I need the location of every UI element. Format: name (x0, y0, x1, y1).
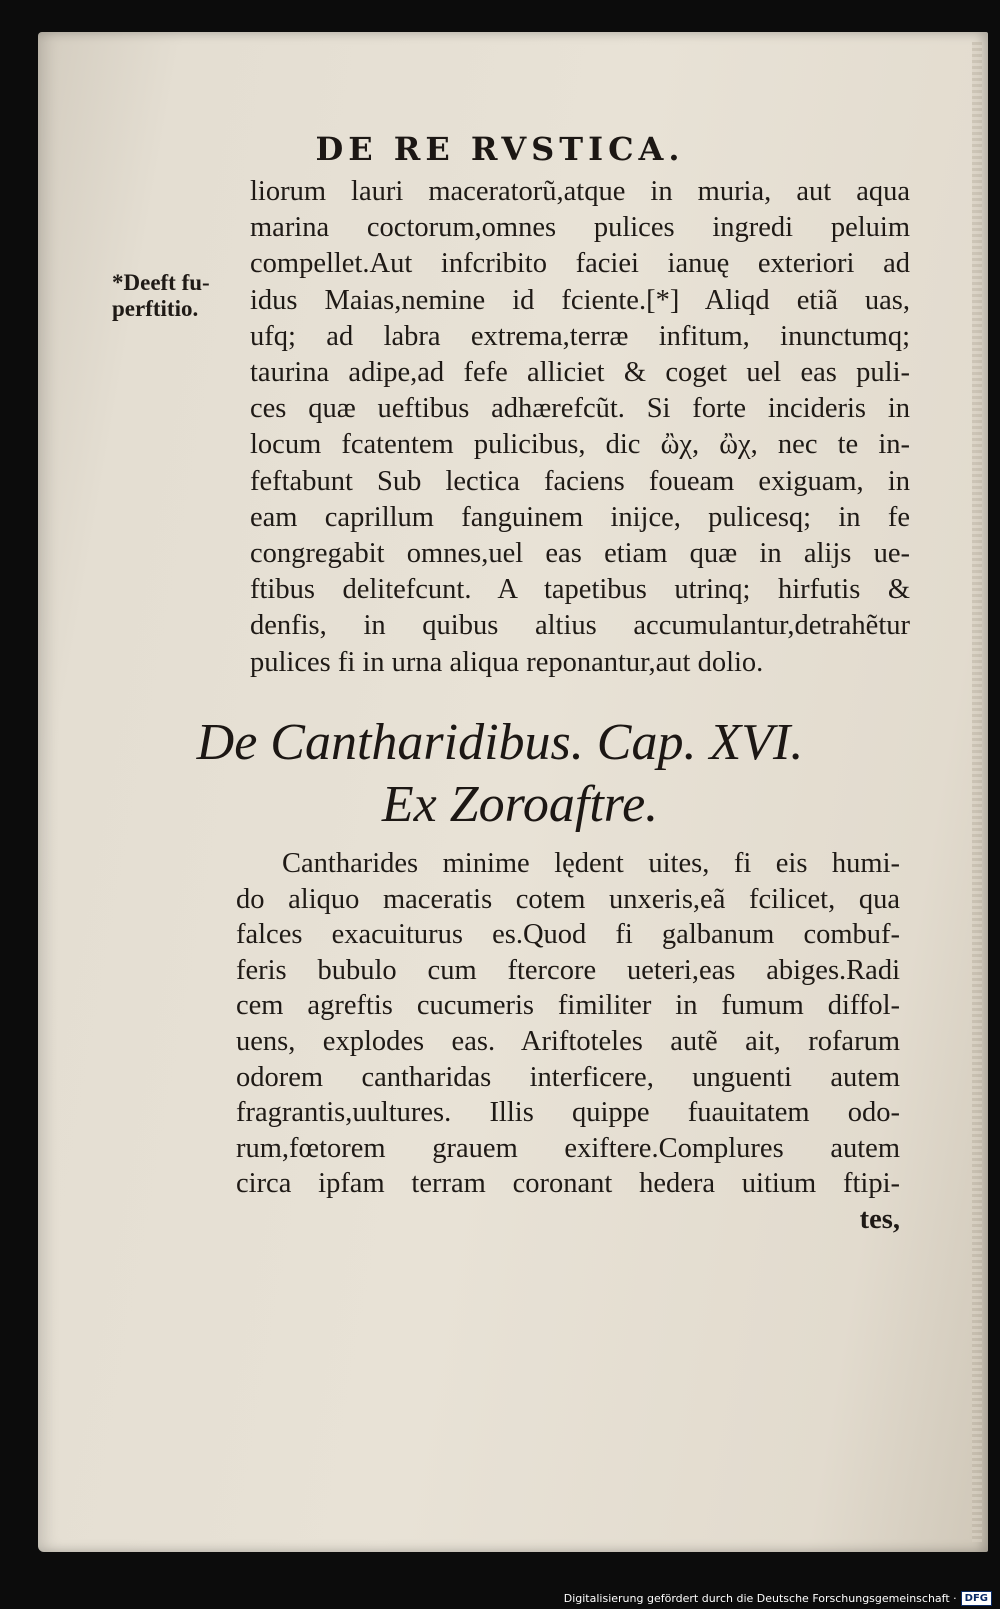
text-line: Cantharides minime lędent uites, fi eis humi- (282, 848, 900, 879)
text-line: feris bubulo cum ftercore ueteri,eas abiges.Radi (236, 954, 900, 986)
text-line: feftabunt Sub lectica faciens foueam exiguam, in (250, 465, 910, 497)
running-head: DE RE RVSTICA. (315, 130, 685, 168)
text-line: denfis, in quibus altius accumulantur,detrahẽtur (250, 610, 910, 642)
body-text-section-1 (250, 174, 910, 681)
margin-note-line: perftitio. (112, 296, 199, 321)
text-line: odorem cantharidas interficere, unguenti autem (236, 1061, 900, 1093)
text-line: fragrantis,uultures. Illis quippe fuauitatem odo- (236, 1097, 900, 1129)
text-line: idus Maias,nemine id fciente.[*] Aliqd etiã uas, (250, 284, 910, 316)
text-line: taurina adipe,ad fefe alliciet & coget uel eas puli- (250, 357, 910, 389)
text-line: pulices fi in urna aliqua reponantur,aut dolio. (250, 646, 764, 678)
chapter-heading: De Cantharidibus. Cap. XVI. (196, 714, 804, 771)
text-line: rum,fœtorem grauem exiftere.Complures autem (236, 1132, 900, 1164)
dfg-logo: DFG (961, 1591, 992, 1606)
footer-text: Digitalisierung gefördert durch die Deutsche Forschungsgemeinschaft · (563, 1591, 957, 1605)
text-line: compellet.Aut infcribito faciei ianuę exteriori ad (250, 248, 910, 280)
text-line: ces quæ ueftibus adhærefcũt. Si forte incideris in (250, 393, 910, 425)
text-line: uens, explodes eas. Ariftoteles autẽ ait, rofarum (236, 1025, 900, 1057)
chapter-title (0, 712, 1000, 836)
text-line: marina coctorum,omnes pulices ingredi peluim (250, 212, 910, 244)
text-line: falces exacuiturus es.Quod fi galbanum combuf- (236, 919, 900, 951)
text-line: eam caprillum fanguinem inijce, pulicesq; in fe (250, 501, 910, 533)
margin-note-line: *Deeft fu- (112, 270, 210, 295)
text-line: circa ipfam terram coronant hedera uitium ftipi- (236, 1168, 900, 1200)
digitization-footer (564, 1589, 992, 1607)
text-line: locum fcatentem pulicibus, dic ὢχ, ὢχ, nec te in- (250, 429, 910, 461)
text-line: congregabit omnes,uel eas etiam quæ in alijs ue- (250, 538, 910, 570)
text-line: ufq; ad labra extrema,terræ infitum, inunctumq; (250, 320, 910, 352)
body-text-section-2 (236, 846, 900, 1238)
text-line: do aliquo maceratis cotem unxeris,eã fcilicet, qua (236, 883, 900, 915)
text-line: ftibus delitefcunt. A tapetibus utrinq; hirfutis & (250, 574, 910, 606)
chapter-source: Ex Zoroaftre. (381, 776, 659, 833)
text-line: liorum lauri maceratorũ,atque in muria, aut aqua (250, 176, 910, 207)
catchword: tes, (859, 1203, 900, 1235)
margin-note (112, 270, 252, 322)
text-line: cem agreftis cucumeris fimiliter in fumum diffol- (236, 990, 900, 1022)
